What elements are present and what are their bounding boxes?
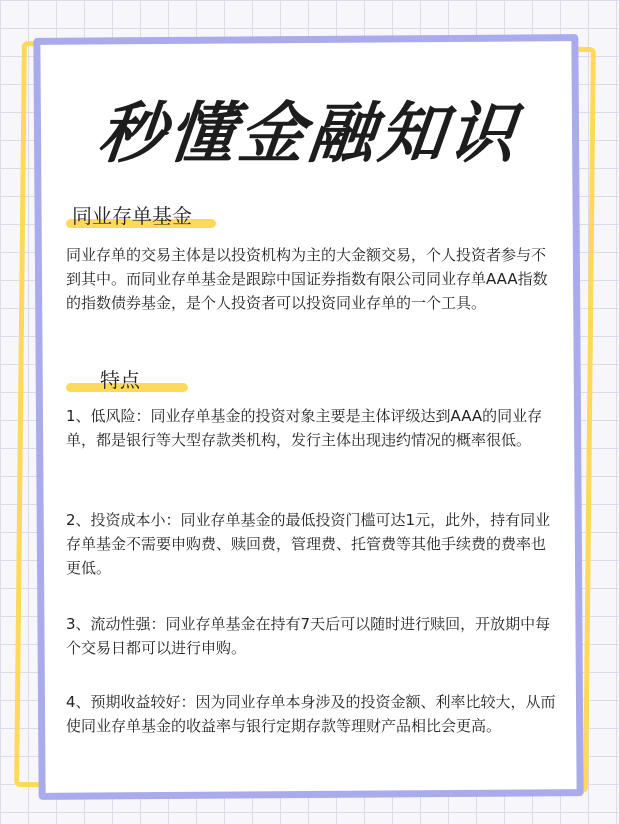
feature-item-low-risk <box>66 404 556 452</box>
section-heading-interbank-cd-fund <box>66 200 226 230</box>
section-heading-label: 同业存单基金 <box>72 204 192 228</box>
paragraph: 4、预期收益较好：因为同业存单本身涉及的投资金额、利率比较大，从而使同业存单基金的收益率与银行定期存款等理财产品相比会更高。 <box>66 693 556 735</box>
paragraph: 3、流动性强：同业存单基金在持有7天后可以随时进行赎回，开放期中每个交易日都可以进行申购。 <box>66 615 551 657</box>
paragraph: 2、投资成本小：同业存单基金的最低投资门槛可达1元，此外，持有同业存单基金不需要申购费、赎回费，管理费、托管费等其他手续费的费率也更低。 <box>66 511 551 577</box>
paragraph: 同业存单的交易主体是以投资机构为主的大金额交易，个人投资者参与不到其中。而同业存单基金是跟踪中国证券指数有限公司同业存单AAA指数的指数债券基金，是个人投资者可以投资同业存单的一个工具。 <box>66 246 548 312</box>
page-title: 秒懂金融知识 <box>94 95 523 172</box>
section-body-interbank-cd-fund <box>66 243 556 315</box>
section-heading-label: 特点 <box>100 368 140 392</box>
feature-item-liquidity <box>66 612 556 660</box>
section-heading-features <box>66 364 196 394</box>
feature-item-expected-return <box>66 690 556 738</box>
feature-item-low-cost <box>66 508 556 580</box>
paragraph: 1、低风险：同业存单基金的投资对象主要是主体评级达到AAA的同业存单，都是银行等大型存款类机构，发行主体出现违约情况的概率很低。 <box>66 407 543 449</box>
